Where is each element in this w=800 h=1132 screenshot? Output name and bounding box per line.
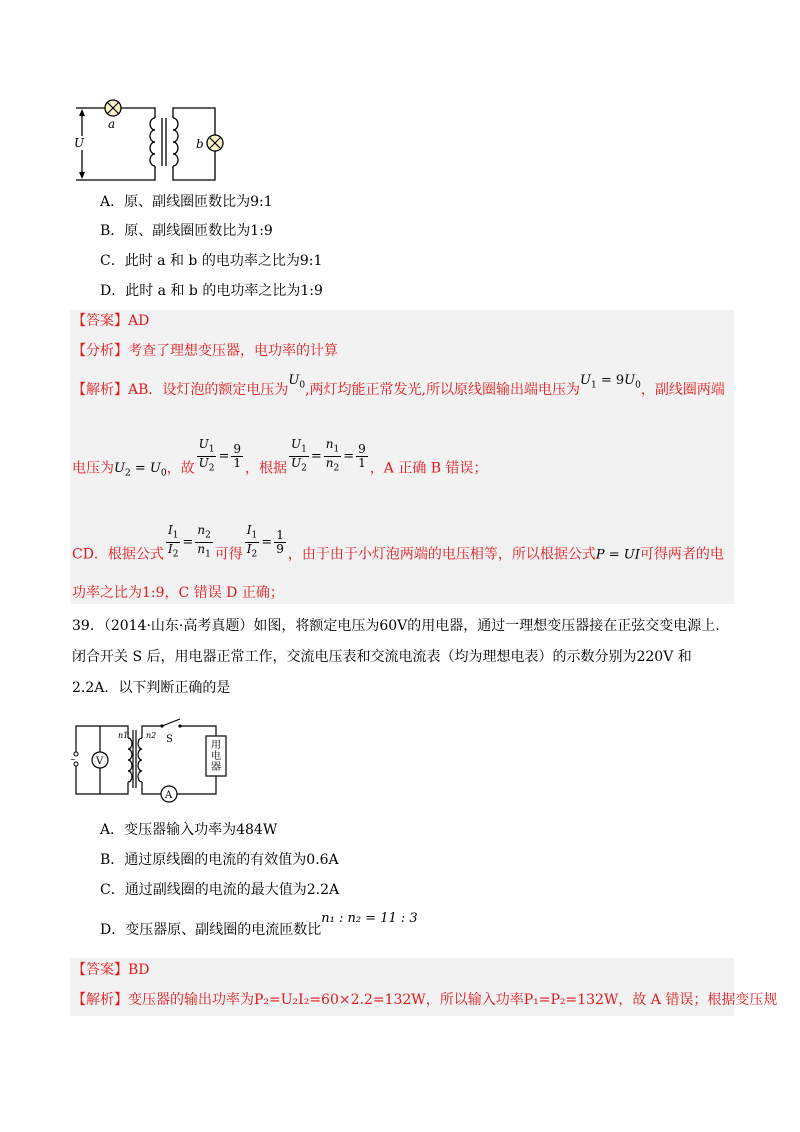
circuit-diagram-lamps-transformer bbox=[70, 96, 240, 188]
option-39-a: A．变压器输入功率为484W bbox=[100, 822, 278, 838]
option-39-c: C．通过副线圈的电流的最大值为2.2A bbox=[100, 882, 340, 898]
formula-U1-eq-9U0: $U_1 = 9U_0$ bbox=[580, 373, 641, 391]
load-label-char-2: 电 bbox=[211, 751, 221, 762]
solution-38-line4: 功率之比为1:9，C 错误 D 正确； bbox=[72, 585, 284, 601]
label-b: b bbox=[196, 137, 204, 151]
voltmeter-icon bbox=[92, 752, 108, 768]
option-d: D．此时 a 和 b 的电功率之比为1:9 bbox=[100, 283, 323, 299]
formula-I-ratio: $\frac{I_1}{I_2}$ = $\frac{n_2}{n_1}$ bbox=[167, 523, 211, 560]
formula-P-eq-UI: P = UI bbox=[595, 547, 640, 563]
problem39-stem-line1: 39．（2014·山东·高考真题）如图，将额定电压为60V的用电器，通过一理想变压器接在正弦交变电源上. bbox=[72, 618, 720, 634]
formula-U0: $U_0$ bbox=[288, 373, 306, 391]
option-b: B．原、副线圈匝数比为1:9 bbox=[100, 223, 273, 239]
option-a: A．原、副线圈匝数比为9:1 bbox=[100, 194, 273, 210]
load-label bbox=[211, 739, 224, 773]
label-a: a bbox=[108, 117, 116, 131]
formula-ratio-n: $\frac{U_1}{U_2}$ = $\frac{n_1}{n_2}$ = $\frac{9}{1}$ bbox=[290, 437, 366, 474]
solution-38-line3: CD．根据公式 $\frac{I_1}{I_2}$ = $\frac{n_2}{n_1}$ 可得 $\frac{I_1}{I_2}$ = $\frac{1}{9}$ ，由于由于小灯泡两端的电压相等，所以根据公式P = UI可得两者的电 bbox=[72, 523, 724, 563]
option-c: C．此时 a 和 b 的电功率之比为9:1 bbox=[100, 253, 323, 269]
svg-text:V: V bbox=[96, 756, 104, 767]
solution-38-line1: 【解析】AB．设灯泡的额定电压为$U_0$,两灯均能正常发光,所以原线圈输出端电压为$U_1 = 9U_0$，副线圈两端 bbox=[72, 373, 725, 398]
option-39-d: D．变压器原、副线圈的电流匝数比n₁ : n₂ = 11 : 3 bbox=[100, 911, 418, 938]
problem39-stem-line2: 闭合开关 S 后，用电器正常工作，交流电压表和交流电流表（均为理想电表）的示数分别为220V 和 bbox=[72, 649, 692, 665]
svg-text:A: A bbox=[165, 790, 173, 801]
circuit-diagram-transformer-meters bbox=[70, 716, 250, 804]
answer-39: 【答案】BD bbox=[72, 962, 150, 978]
label-S: S bbox=[166, 734, 173, 745]
label-n2: n2 bbox=[146, 731, 157, 740]
formula-U2-eq-U0: $U_2 = U_0$ bbox=[114, 461, 167, 479]
problem39-stem-line3: 2.2A．以下判断正确的是 bbox=[72, 680, 231, 696]
lamp-b-icon bbox=[207, 135, 223, 151]
label-n1: n1 bbox=[118, 731, 129, 740]
option-39-b: B．通过原线圈的电流的有效值为0.6A bbox=[100, 852, 339, 868]
load-label-char-1: 用 bbox=[211, 740, 221, 751]
solution-38-line2: 电压为$U_2 = U_0$，故 $\frac{U_1}{U_2}$ = $\frac{9}{1}$ ，根据 $\frac{U_1}{U_2}$ = $\frac{n_1}{n_2}$ = $\frac{9}{1}$ ，A 正确 B 错误； bbox=[72, 437, 488, 479]
formula-ratio-U: $\frac{U_1}{U_2}$ = $\frac{9}{1}$ bbox=[198, 437, 241, 474]
solution-39-line1: 【解析】变压器的输出功率为P₂=U₂I₂=60×2.2=132W，所以输入功率P₁=P₂=132W，故 A 错误；根据变压规 bbox=[72, 992, 778, 1008]
formula-I-ratio-value: $\frac{I_1}{I_2}$ = $\frac{1}{9}$ bbox=[246, 523, 284, 560]
lamp-a-icon bbox=[105, 100, 121, 116]
answer-38: 【答案】AD bbox=[72, 313, 150, 329]
label-U: U bbox=[74, 136, 85, 150]
source-tilde-icon: ~ bbox=[70, 756, 76, 764]
analysis-38: 【分析】考查了理想变压器，电功率的计算 bbox=[72, 343, 338, 359]
load-label-char-3: 器 bbox=[211, 762, 221, 773]
formula-n1-n2: n₁ : n₂ = 11 : 3 bbox=[321, 911, 418, 926]
ammeter-icon bbox=[161, 786, 177, 802]
